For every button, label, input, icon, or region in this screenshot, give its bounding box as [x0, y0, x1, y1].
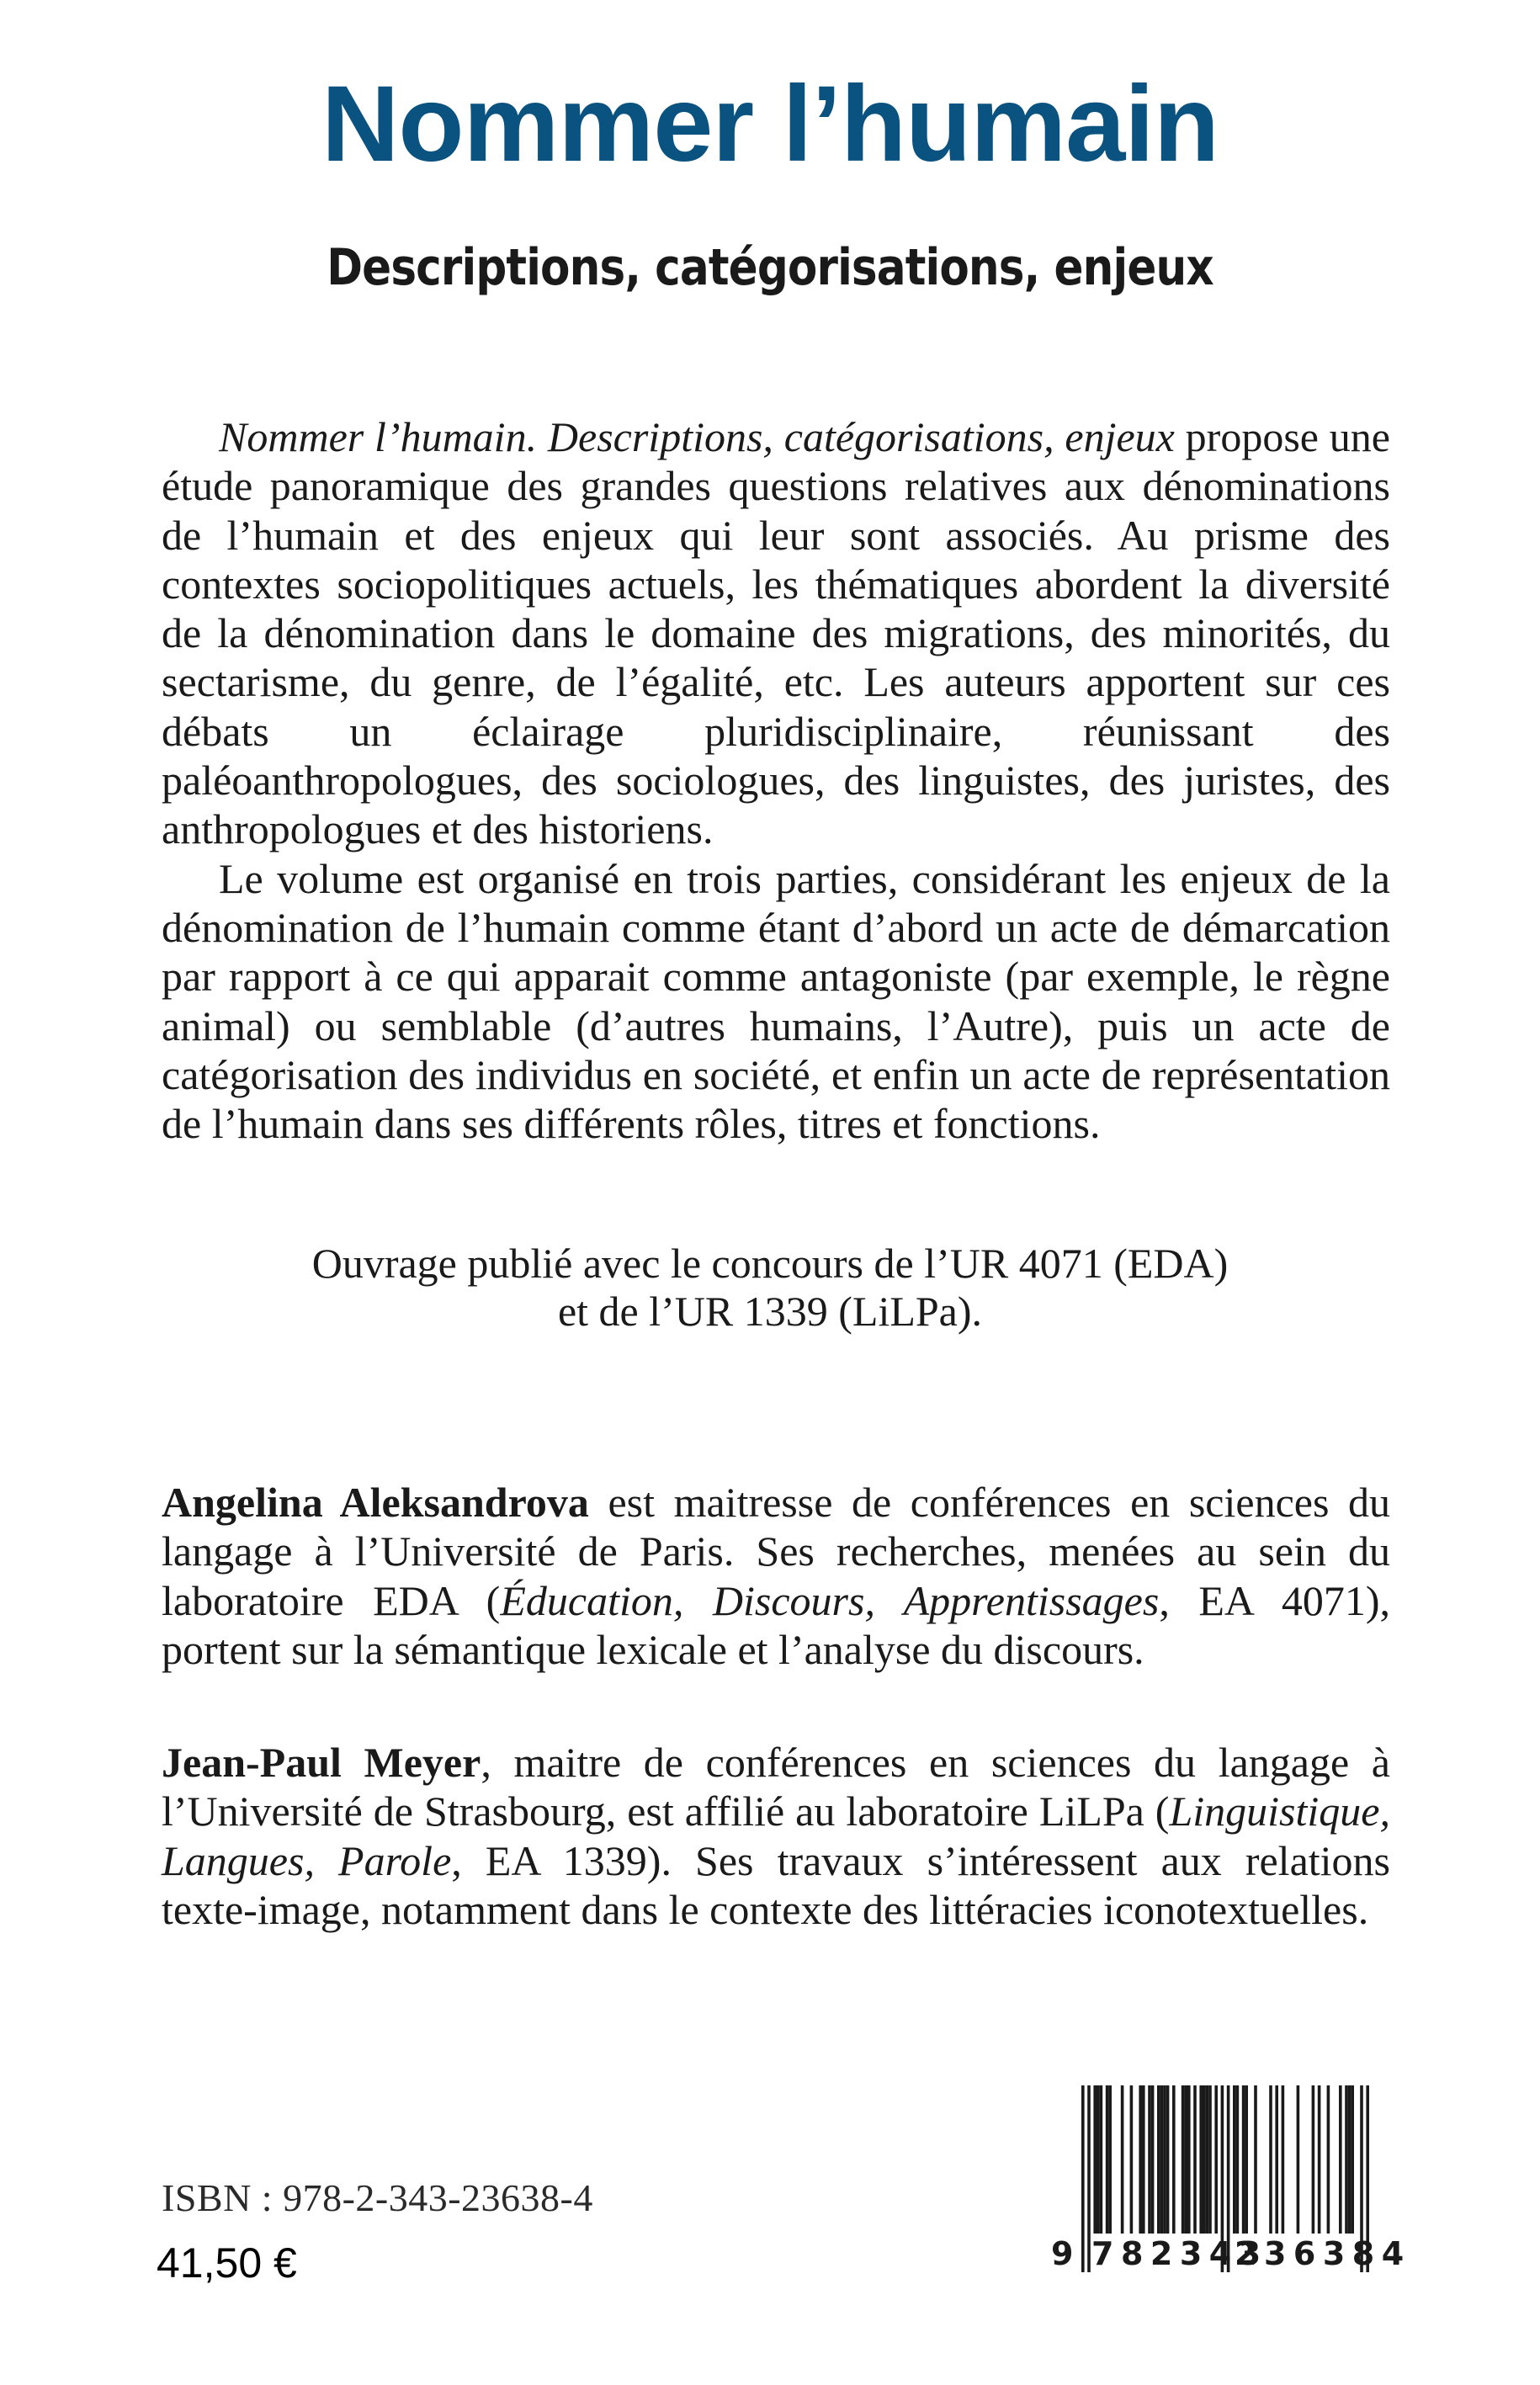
barcode-bar: [1312, 2085, 1315, 2234]
barcode-bar: [1184, 2085, 1187, 2234]
author-bio-paragraph: [162, 1478, 1390, 1674]
author-bio-text: , maitre de conférences en sciences du langage à l’Université de Strasbourg, est affilié au laboratoire LiLPa (: [162, 1739, 1390, 1835]
barcode-bar: [1151, 2085, 1155, 2234]
barcode-bar: [1130, 2085, 1134, 2234]
barcode-bar: [1214, 2085, 1218, 2234]
barcode-bar: [1108, 2085, 1112, 2234]
barcode-first-digit: 9: [1051, 2235, 1074, 2272]
barcode-bar: [1236, 2085, 1240, 2234]
barcode-bar: [1187, 2085, 1191, 2234]
description-italic-lead: Nommer l’humain. Descriptions, catégorisations, enjeux: [219, 413, 1175, 460]
barcode-bar: [1269, 2085, 1272, 2234]
author-bio-1: [162, 1478, 1390, 1674]
barcode-bar: [1206, 2085, 1209, 2234]
author-bio-text: est maitresse de conférences en sciences du langage à l’Université de Paris. Ses recherches, menées au sein du laboratoire EDA (: [162, 1479, 1390, 1624]
support-line-1: Ouvrage publié avec le concours de l’UR 4071 (EDA): [311, 1240, 1229, 1287]
barcode-bar: [1345, 2085, 1348, 2234]
barcode-bar: [1242, 2085, 1245, 2234]
barcode-left-group: 782343: [1091, 2235, 1268, 2272]
barcode-bar: [1297, 2085, 1300, 2234]
description-paragraph-2: Le volume est organisé en trois parties, considérant les enjeux de la dénomination de l’humain comme étant d’abord un acte de démarcation par rapport à ce qui apparait comme antagoniste (par exemple, le règne animal) ou semblable (d’autres humains, l’Autre), puis un acte de catégorisation des individus en société, et enfin un acte de représentation de l’humain dans ses différents rôles, titres et fonctions.: [162, 854, 1390, 1148]
barcode-bar: [1245, 2085, 1248, 2234]
author-lab-name: Éducation, Discours, Apprentissages: [500, 1576, 1160, 1624]
barcode-bar: [1160, 2085, 1164, 2234]
description-block: [162, 412, 1390, 1148]
barcode-bar: [1233, 2085, 1236, 2234]
barcode-bar: [1166, 2085, 1170, 2234]
barcode-bar: [1163, 2085, 1166, 2234]
barcode-bar: [1318, 2085, 1321, 2234]
barcode-bar: [1193, 2085, 1197, 2234]
support-line-2: et de l’UR 1339 (LiLPa).: [557, 1288, 983, 1335]
description-paragraph-1: [162, 412, 1390, 854]
barcode-digits: [1048, 2235, 1411, 2277]
barcode-bar: [1142, 2085, 1145, 2234]
author-bio-2: [162, 1738, 1390, 1934]
barcode-bar: [1139, 2085, 1142, 2234]
barcode-bar: [1339, 2085, 1342, 2234]
isbn-barcode: [1048, 2085, 1411, 2275]
publication-support-notice: [0, 1240, 1540, 1336]
book-title: Nommer l’humain: [321, 64, 1219, 184]
barcode-bar: [1348, 2085, 1351, 2234]
book-subtitle: Descriptions, catégorisations, enjeux: [327, 238, 1213, 297]
barcode-bar: [1208, 2085, 1212, 2234]
barcode-bar: [1327, 2085, 1330, 2234]
barcode-bar: [1100, 2085, 1103, 2234]
author-bio-text: , EA 1339). Ses travaux s’intéressent aux relations texte-image, notamment dans le contexte des littéracies iconotextuelles.: [162, 1836, 1390, 1933]
barcode-bar: [1203, 2085, 1206, 2234]
author-bio-paragraph: [162, 1738, 1390, 1934]
barcode-bar: [1182, 2085, 1185, 2234]
barcode-bar: [1254, 2085, 1257, 2234]
barcode-bar: [1106, 2085, 1109, 2234]
author-name: Jean-Paul Meyer: [162, 1739, 481, 1786]
barcode-bar: [1199, 2085, 1203, 2234]
author-name: Angelina Aleksandrova: [162, 1479, 589, 1526]
barcode-bar: [1093, 2085, 1097, 2234]
barcode-bar: [1282, 2085, 1285, 2234]
barcode-bar: [1121, 2085, 1124, 2234]
barcode-bar: [1172, 2085, 1176, 2234]
isbn-label: ISBN : 978-2-343-23638-4: [162, 2176, 593, 2219]
author-bio-text: , EA 4071), portent sur la sémantique lexicale et l’analyse du discours.: [162, 1576, 1390, 1673]
barcode-bar: [1157, 2085, 1160, 2234]
barcode-bar: [1148, 2085, 1151, 2234]
price-label: 41,50 €: [157, 2239, 297, 2287]
barcode-right-group: 236384: [1235, 2235, 1411, 2272]
barcode-bar: [1097, 2085, 1100, 2234]
barcode-bar: [1351, 2085, 1354, 2234]
barcode-bar: [1275, 2085, 1278, 2234]
description-text: propose une étude panoramique des grandes questions relatives aux dénominations de l’humain et des enjeux qui leur sont associés. Au prisme des contextes sociopolitiques actuels, les thématiques abordent la diversité de la dénomination dans le domaine des migrations, des minorités, du sectarisme, du genre, de l’égalité, etc. Les auteurs apportent sur ces débats un éclairage pluridisciplinaire, réunissant des paléoanthropologues, des sociologues, des linguistes, des juristes, des anthropologues et des historiens.: [162, 413, 1390, 853]
author-lab-name: Linguistique, Langues, Parole: [162, 1787, 1390, 1884]
